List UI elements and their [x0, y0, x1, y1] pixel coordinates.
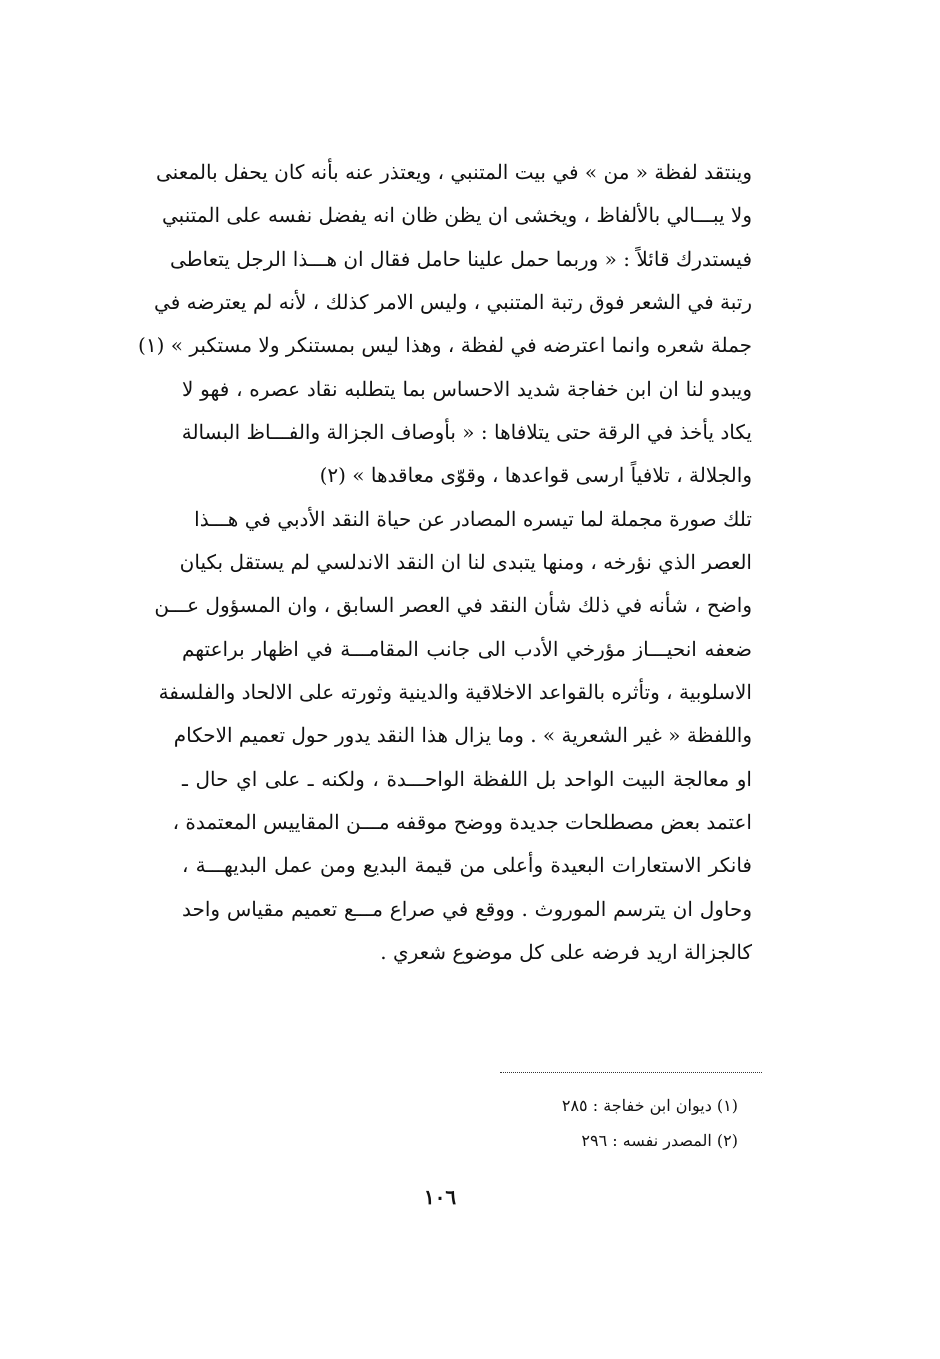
text-line: وحاول ان يترسم الموروث . ووقع في صراع مـــع تعميم مقياس واحد — [182, 897, 752, 921]
text-line-paragraph-start: تلك صورة مجملة لما تيسره المصادر عن حياة النقد الأدبي في هـــذا — [194, 507, 752, 531]
footnote: (١) ديوان ابن خفاجة : ٢٨٥ — [561, 1096, 738, 1115]
footnote: (٢) المصدر نفسه : ٢٩٦ — [581, 1131, 738, 1150]
text-line: فيستدرك قائلاً : « وربما حمل علينا حامل فقال ان هـــذا الرجل يتعاطى — [169, 247, 752, 271]
text-line: ولا يبـــالي بالألفاظ ، ويخشى ان يظن ظان انه يفضل نفسه على المتنبي — [162, 203, 752, 227]
text-line: فانكر الاستعارات البعيدة وأعلى من قيمة البديع ومن عمل البديهـــة ، — [182, 853, 752, 877]
text-line: واللفظة « غير الشعرية » . وما يزال هذا النقد يدور حول تعميم الاحكام — [173, 723, 752, 747]
footnote-divider — [500, 1072, 762, 1073]
text-line: ضعفه انحيـــاز مؤرخي الأدب الى جانب المقامـــة في اظهار براعتهم — [182, 637, 752, 661]
page-number: ١٠٦ — [423, 1185, 457, 1209]
text-line: الاسلوبية ، وتأثره بالقواعد الاخلاقية والدينية وثورته على الالحاد والفلسفة — [158, 680, 752, 704]
text-line: جملة شعره وانما اعترضه في لفظة ، وهذا ليس بمستنكر ولا مستكبر » (١) — [138, 333, 752, 357]
text-line: او معالجة البيت الواحد بل اللفظة الواحـــدة ، ولكنه ـ على اي حال ـ — [182, 767, 752, 791]
text-line: كالجزالة اريد فرضه على كل موضوع شعري . — [380, 940, 752, 964]
text-line: اعتمد بعض مصطلحات جديدة ووضح موقفه مـــن المقاييس المعتمدة ، — [172, 810, 752, 834]
text-line: وينتقد لفظة « من » في بيت المتنبي ، ويعتذر عنه بأنه كان يحفل بالمعنى — [156, 160, 752, 184]
text-line: العصر الذي نؤرخه ، ومنها يتبدى لنا ان النقد الاندلسي لم يستقل بكيان — [179, 550, 752, 574]
text-line: واضح ، شأنه في ذلك شأن النقد في العصر السابق ، وان المسؤول عـــن — [154, 593, 752, 617]
text-line: يكاد يأخذ في الرقة حتى يتلافاها : « بأوصاف الجزالة والفـــاظ البسالة — [181, 420, 752, 444]
text-line: رتبة في الشعر فوق رتبة المتنبي ، وليس الامر كذلك ، لأنه لم يعترضه في — [154, 290, 752, 314]
text-line: والجلالة ، تلافياً ارسى قواعدها ، وقوّى معاقدها » (٢) — [319, 463, 752, 487]
text-line: ويبدو لنا ان ابن خفاجة شديد الاحساس بما يتطلبه نقاد عصره ، فهو لا — [182, 377, 752, 401]
